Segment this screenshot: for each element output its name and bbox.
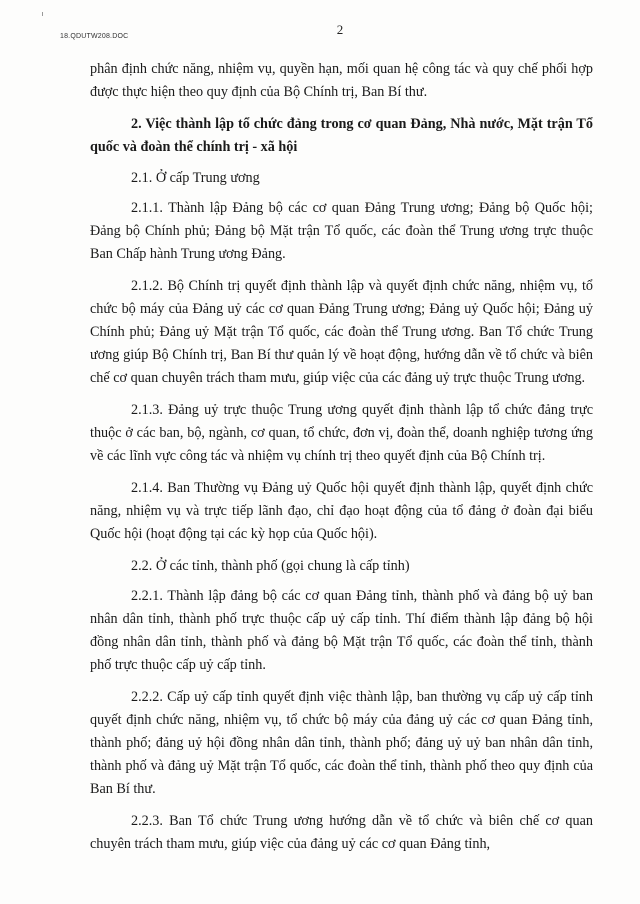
document-filename: 18.QDUTW208.DOC	[60, 33, 129, 40]
paragraph-2-1-4: 2.1.4. Ban Thường vụ Đảng uỷ Quốc hội quyết định thành lập, quyết định chức năng, nhiệm vụ và trực tiếp lãnh đạo, chỉ đạo hoạt động của tổ đảng ở đoàn đại biểu Quốc hội (hoạt động tại các kỳ họp của Quốc hội).	[90, 480, 593, 542]
section-heading-2: 2. Việc thành lập tổ chức đảng trong cơ quan Đảng, Nhà nước, Mặt trận Tổ quốc và đoàn thể chính trị - xã hội	[90, 116, 593, 155]
paragraph-2-1-1: 2.1.1. Thành lập Đảng bộ các cơ quan Đảng Trung ương; Đảng bộ Quốc hội; Đảng bộ Chính phủ; Đảng bộ Mặt trận Tổ quốc, các đoàn thể Trung ương trực thuộc Ban Chấp hành Trung ương Đảng.	[90, 200, 593, 262]
paragraph-2-2-3: 2.2.3. Ban Tổ chức Trung ương hướng dẫn về tổ chức và biên chế cơ quan chuyên trách tham mưu, giúp việc của đảng uỷ các cơ quan Đảng tỉnh,	[90, 813, 593, 852]
paragraph-2-1-3: 2.1.3. Đảng uỷ trực thuộc Trung ương quyết định thành lập tổ chức đảng trực thuộc ở các ban, bộ, ngành, cơ quan, tổ chức, đơn vị, đoàn thể, doanh nghiệp tương ứng về các lĩnh vực công tác và nhiệm vụ chính trị theo quyết định của Bộ Chính trị.	[90, 402, 593, 464]
paragraph-2-2-1: 2.2.1. Thành lập đảng bộ các cơ quan Đảng tỉnh, thành phố và đảng bộ uỷ ban nhân dân tỉnh, thành phố trực thuộc cấp uỷ cấp tỉnh. Thí điểm thành lập đảng bộ hội đồng nhân dân tỉnh, thành phố và đảng bộ Mặt trận Tổ quốc, các đoàn thể tỉnh, thành phố trực thuộc cấp uỷ cấp tỉnh.	[90, 588, 593, 673]
subsection-2-2: 2.2. Ở các tỉnh, thành phố (gọi chung là cấp tỉnh)	[131, 558, 410, 574]
paragraph-2-2-2: 2.2.2. Cấp uỷ cấp tỉnh quyết định việc thành lập, ban thường vụ cấp uỷ cấp tỉnh quyết định chức năng, nhiệm vụ, tổ chức bộ máy của đảng uỷ các cơ quan Đảng tỉnh, thành phố; đảng uỷ hội đồng nhân dân tỉnh, thành phố; đảng uỷ uỷ ban nhân dân tỉnh, thành phố và đảng uỷ Mặt trận Tổ quốc, các đoàn thể tỉnh, thành phố theo quy định của Ban Bí thư.	[90, 689, 593, 797]
page-number: 2	[336, 22, 344, 37]
document-body	[90, 58, 593, 865]
paragraph-continued: phân định chức năng, nhiệm vụ, quyền hạn, mối quan hệ công tác và quy chế phối hợp được thực hiện theo quy định của Bộ Chính trị, Ban Bí thư.	[90, 61, 593, 100]
scan-mark	[42, 12, 43, 16]
paragraph-2-1-2: 2.1.2. Bộ Chính trị quyết định thành lập và quyết định chức năng, nhiệm vụ, tổ chức bộ máy của Đảng uỷ các cơ quan Đảng Trung ương; Đảng uỷ Quốc hội; Đảng uỷ Chính phủ; Đảng uỷ Mặt trận Tổ quốc, các đoàn thể Trung ương. Ban Tổ chức Trung ương giúp Bộ Chính trị, Ban Bí thư quản lý về hoạt động, hướng dẫn về tổ chức và biên chế cơ quan chuyên trách tham mưu, giúp việc của các đảng uỷ trực thuộc Trung ương.	[90, 278, 593, 386]
subsection-2-1: 2.1. Ở cấp Trung ương	[131, 170, 260, 186]
